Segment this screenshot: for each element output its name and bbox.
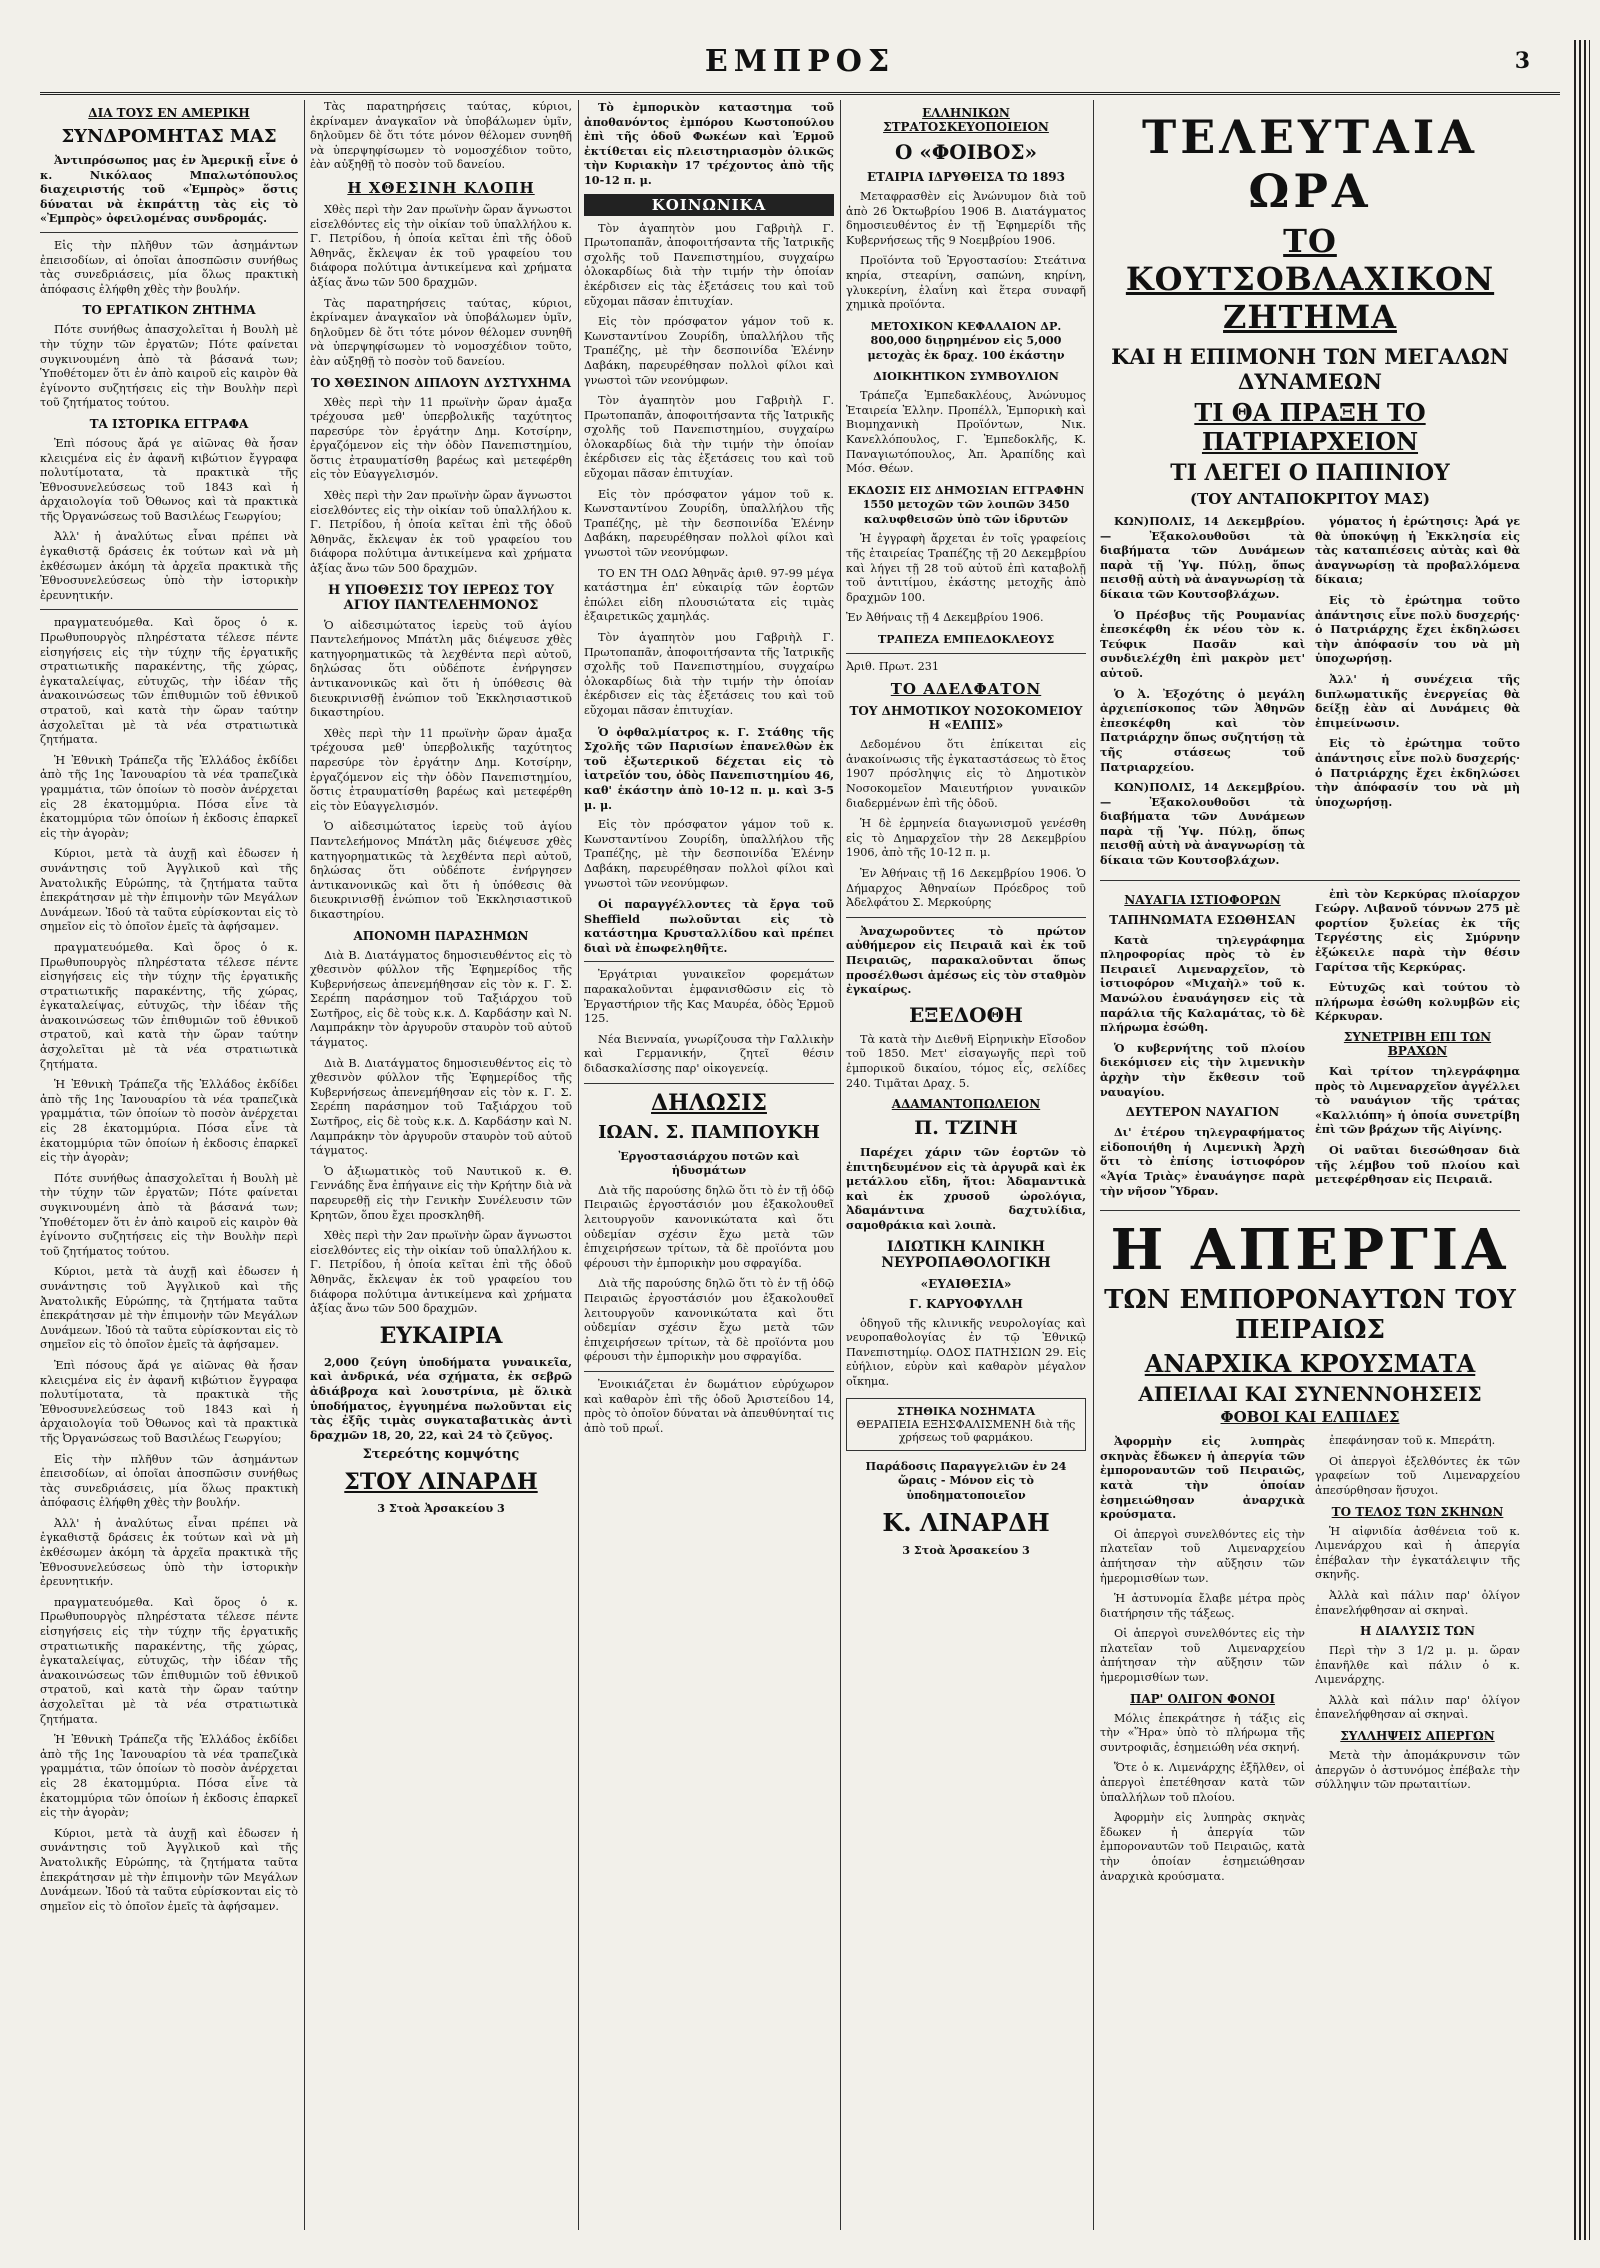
col2-paragraph: Τὰς παρατηρήσεις ταύτας, κύριοι, ἐκρίναμεν ἀναγκαῖον νὰ ὑποβάλωμεν ὑμῖν, δηλοῦμεν δὲ ὅτι τότε μόνον θέλομεν συνηθῆ νὰ ὑπερψηφίσωμεν τὸ νομοσχέδιον τοῦτο, ἐὰν αὐξηθῇ τὸ ποσὸν τοῦ δανείου.: [310, 100, 572, 172]
column-rule: [840, 100, 841, 2230]
divider: [846, 917, 1086, 918]
col5-paragraph: ἐπεφάνησαν τοῦ κ. Μπεράτη.: [1329, 1434, 1496, 1448]
col5-heading: ΔΕΥΤΕΡΟΝ ΝΑΥΑΓΙΟΝ: [1125, 1105, 1280, 1120]
half-column: [1315, 887, 1520, 1205]
col5-paragraph: Οἱ ναῦται διεσώθησαν διὰ τῆς λέμβου τοῦ πλοίου καὶ μετεφέρθησαν εἰς Πειραιᾶ.: [1315, 1142, 1520, 1187]
last-hour-title: ΤΕΛΕΥΤΑΙΑ ΩΡΑ: [1141, 110, 1478, 218]
col2-paragraph: Ὁ αἰδεσιμώτατος ἱερεὺς τοῦ ἁγίου Παντελεήμονος Μπάτλη μᾶς διέψευσε χθὲς κατηγορηματικῶς τὰ λεχθέντα περὶ αὐτοῦ, δηλώσας ὅτι οὐδέποτε ἐνήργησεν ἀντικανονικῶς καὶ ὅτι ἡ ὑπόθεσις θὰ διευκρινισθῇ ἐνώπιον τοῦ Ἐκκλησιαστικοῦ δικαστηρίου.: [310, 820, 572, 921]
col4-paragraph: Τὰ κατὰ τὴν Διεθνῆ Εἰρηνικὴν Εἴσοδον τοῦ 1850. Μετ' εἰσαγωγῆς περὶ τοῦ ἐμπορικοῦ δικαίου, τόμος εἷς, σελίδες 240. Τιμᾶται Δραχ. 5.: [846, 1032, 1086, 1090]
col3-paragraph: ΤΟ ΕΝ ΤΗ ΟΔΩ Ἀθηνᾶς ἀριθ. 97-99 μέγα κατάστημα ἐπ' εὐκαιρίᾳ τῶν ἑορτῶν ἐπώλει εἰδη πλουσιώτατα εἰς τιμὰς ἐξαιρετικῶς χαμηλάς.: [584, 566, 834, 624]
col3-paragraph: Τὸν ἀγαπητὸν μου Γαβριὴλ Γ. Πρωτοπαπᾶν, ἀποφοιτήσαντα τῆς Ἰατρικῆς σχολῆς τοῦ Πανεπιστημίου, συγχαίρω ὁλοκαρδίως διὰ τὴν τιμήν τὴν ὁποίαν ἐκέρδισεν εἰς τὰς ἐξετάσεις του καὶ τοῦ εὔχομαι πᾶσαν ἐπιτυχίαν.: [584, 631, 834, 717]
col5-paragraph: Καὶ τρίτον τηλεγράφημα πρὸς τὸ Λιμεναρχεῖον ἀγγέλλει τὸ ναυάγιον τῆς τράτας «Καλλιόπη» ἡ ὁποία συνετρίβη ἐπὶ τῶν βράχων τῆς Αἰγίνης.: [1315, 1064, 1520, 1137]
column-3: [584, 100, 834, 2230]
col3-paragraph: Εἰς τὸν πρόσφατον γάμον τοῦ κ. Κωνσταντίνου Ζουρίδη, ὑπαλλήλου τῆς Τραπέζης, μὲ τὴν δεσποινίδα Ἑλένην Δαβάκη, παρευρέθησαν πολλοὶ φίλοι καὶ γνωστοὶ τῶν νεονύμφων.: [584, 818, 834, 890]
headline-sub: ΚΑΙ Η ΕΠΙΜΟΝΗ ΤΩΝ ΜΕΓΑΛΩΝ ΔΥΝΑΜΕΩΝ: [1111, 344, 1509, 394]
col4-paragraph: Παράδοσις Παραγγελιῶν ἐν 24 ὥραις - Μόνον εἰς τὸ ὑποδηματοποιεῖον: [865, 1458, 1067, 1502]
col3-paragraph: Νέα Βιενναία, γνωρίζουσα τὴν Γαλλικὴν καὶ Γερμανικήν, ζητεῖ θέσιν διδασκαλίσσης παρ' οἰκογενείᾳ.: [584, 1032, 834, 1076]
col1-paragraph: Ἀλλ' ἡ ἀναλύτως εἶναι πρέπει νὰ ἐγκαθιστᾷ δράσεις ἐκ τούτων καὶ νὰ μὴ ἐκθέσωμεν ἀκόμη τὰ ἀρχεῖα πρακτικὰ τῆς Ἐθνοσυνελεύσεως ὑπὸ τὴν ἱστορικὴν ἐρευνητικήν.: [40, 530, 298, 602]
col1-paragraph: πραγματευόμεθα. Καὶ ὅρος ὁ κ. Πρωθυπουργὸς πληρέστατα τέλεσε πέντε εἰσηγήσεις εἰς τὴν τύχην τῆς ἐργατικῆς στρατιωτικῆς παρακέντης, τῆς χώρας, ἐγκαταλείψας, εὐτυχῶς, τὴν ἰδέαν τῆς ἀνακοινώσεως τῶν ἐπιθυμιῶν τοῦ ἐθνικοῦ στρατοῦ, καὶ κατὰ τὴν ὥραν ταύτην ἀσχολεῖται μὲ τὰ νέα στρατιωτικὰ ζητήματα.: [40, 1595, 298, 1726]
strike-subheadline: ΤΩΝ ΕΜΠΟΡΟΝΑΥΤΩΝ ΤΟΥ ΠΕΙΡΑΙΩΣ: [1104, 1285, 1516, 1346]
col2-paragraph: Διὰ Β. Διατάγματος δημοσιευθέντος εἰς τὸ χθεσινὸν φύλλον τῆς Ἐφημερίδος τῆς Κυβερνήσεως ἀπενεμήθησαν εἰς τὸν κ. Γ. Σ. Σερέπη παράσημον τοῦ Ταξιάρχου τοῦ Σωτῆρος, εἰς δὲ τοὺς κ.κ. Δ. Καρδάσην καὶ Ν. Λαμπράκην τὸν ἀργυροῦν σταυρὸν τοῦ αὐτοῦ τάγματος.: [310, 1056, 572, 1158]
col2-heading: ΤΟ ΧΘΕΣΙΝΟΝ ΔΙΠΛΟΥΝ ΔΥΣΤΥΧΗΜΑ: [311, 375, 571, 390]
col3-declaration-title: ΔΗΛΩΣΙΣ: [651, 1089, 767, 1116]
col1-heading-2: ΣΥΝΔΡΟΜΗΤΑΣ ΜΑΣ: [61, 126, 277, 147]
col1-paragraph: Πότε συνήθως ἀπασχολεῖται ἡ Βουλὴ μὲ τὴν τύχην τῶν ἐργατῶν; Πότε φαίνεται συγκινουμένη ἀπὸ τὰ βάσανά των; Ὑποθέτομεν ὅτι ἐν ἀπὸ καιροῦ εἰς καιρὸν θὰ ἐγίνοντο συζητήσεις εἰς τὴν Βουλὴν περὶ τοῦ ζητήματος τούτου.: [40, 1171, 298, 1258]
col3-declaration-name: ΙΩΑΝ. Σ. ΠΑΜΠΟΥΚΗ: [598, 1121, 820, 1143]
col1-paragraph: Ἀλλ' ἡ ἀναλύτως εἶναι πρέπει νὰ ἐγκαθιστᾷ δράσεις ἐκ τούτων καὶ νὰ μὴ ἐκθέσωμεν ἀκόμη τὰ ἀρχεῖα πρακτικὰ τῆς Ἐθνοσυνελεύσεως ὑπὸ τὴν ἱστορικὴν ἐρευνητικήν.: [40, 1516, 298, 1589]
col4-paragraph: Προϊόντα τοῦ Ἐργοστασίου: Στεάτινα κηρία, στεαρίνη, σαπώνη, κηρίνη, γλυκερίνη, ἐλαΐνη καὶ ἕτερα συναφῆ χημικὰ προϊόντα.: [846, 254, 1086, 312]
col5-paragraph: Ἡ ἀστυνομία ἔλαβε μέτρα πρὸς διατήρησιν τῆς τάξεως.: [1100, 1592, 1305, 1620]
col2-ad-text: Στερεότης κομψότης: [362, 1447, 520, 1463]
col2-heading: Η ΥΠΟΘΕΣΙΣ ΤΟΥ ΙΕΡΕΩΣ ΤΟΥ ΑΓΙΟΥ ΠΑΝΤΕΛΕΗΜΟΝΟΣ: [328, 582, 554, 613]
col2-heading: ΕΥΚΑΙΡΙΑ: [379, 1322, 503, 1349]
page-number: 3: [1514, 48, 1530, 74]
col2-paragraph: Χθὲς περὶ τὴν 2αν πρωϊνὴν ὥραν ἄγνωστοι εἰσελθόντες εἰς τὴν οἰκίαν τοῦ ὑπαλλήλου κ. Γ. Πετρίδου, ἡ ὁποία κεῖται ἐπὶ τῆς ὁδοῦ Ἀθηνᾶς, ἔκλεψαν ἐκ τοῦ γραφείου του διάφορα πολύτιμα ἀντικείμενα καὶ χρήματα ἀξίας ἄνω τῶν 500 δραχμῶν.: [310, 1229, 572, 1316]
col4-heading: ΙΔΙΩΤΙΚΗ ΚΛΙΝΙΚΗ ΝΕΥΡΟΠΑΘΟΛΟΓΙΚΗ: [881, 1238, 1051, 1271]
col4-paragraph: ΕΚΔΟΣΙΣ ΕΙΣ ΔΗΜΟΣΙΑΝ ΕΓΓΡΑΦΗΝ 1550 μετοχῶν τῶν λοιπῶν 3450 καλυφθεισῶν ὑπὸ τῶν ἱδρυτῶν: [847, 482, 1085, 526]
col4-heading: Π. ΤΖΙΝΗ: [914, 1117, 1018, 1140]
column-rule: [578, 100, 579, 2230]
col4-heading: «ΕΥΑΙΘΕΣΙΑ»: [920, 1276, 1012, 1291]
col5-paragraph: Μόλις ἐπεκράτησε ἡ τάξις εἰς τὴν «Ἥρα» ὑπὸ τὸ πλήρωμα τῆς συντροφιᾶς, ἐσημειώθη νέα σκηνή.: [1100, 1711, 1305, 1754]
col2-paragraph: Χθὲς περὶ τὴν 2αν πρωϊνὴν ὥραν ἄγνωστοι εἰσελθόντες εἰς τὴν οἰκίαν τοῦ ὑπαλλήλου κ. Γ. Πετρίδου, ἡ ὁποία κεῖται ἐπὶ τῆς ὁδοῦ Ἀθηνᾶς, ἔκλεψαν ἐκ τοῦ γραφείου του διάφορα πολύτιμα ἀντικείμενα καὶ χρήματα ἀξίας ἄνω τῶν 500 δραχμῶν.: [310, 202, 572, 289]
col4-paragraph: Ἀναχωροῦντες τὸ πρώτον αὐθήμερον εἰς Πειραιᾶ καὶ ἐκ τοῦ Πειραιῶς, παρακαλοῦνται ὅπως προσέλθωσι ἀμέσως εἰς τὸν σταθμὸν ἐγκαίρως.: [846, 923, 1086, 997]
binding-edge: [1574, 40, 1590, 2240]
col4-paragraph: Ἡ ἐγγραφὴ ἄρχεται ἐν τοῖς γραφείοις τῆς ἐταιρείας Τραπέζης τῇ 20 Δεκεμβρίου καὶ λήγει τῇ 28 τοῦ αὐτοῦ ἐπὶ καταβολῇ τοῦ ἀντιτίμου, ἐκάστης μετοχῆς ἀπὸ δραχμῶν 100.: [846, 532, 1086, 604]
col5-heading: ΝΑΥΑΓΙΑ ΙΣΤΙΟΦΟΡΩΝ: [1124, 892, 1281, 907]
paper-name: ΕΜΠΡΟΣ: [704, 44, 896, 79]
col1-paragraph: Εἰς τὴν πλῆθυν τῶν ἀσημάντων ἐπεισοδίων, αἱ ὁποῖαι ἀποσπῶσιν συνήθως τὰς συνεδριάσεις, μία ὅλως πρακτικὴ ἀπόφασις ἐλήφθη χθὲς τὴν βουλήν.: [40, 1452, 298, 1510]
col1-paragraph: Ἡ Ἐθνικὴ Τράπεζα τῆς Ἑλλάδος ἐκδίδει ἀπὸ τῆς 1ης Ἰανουαρίου τὰ νέα τραπεζικὰ γραμμάτια, τῶν ὁποίων τὸ ποσὸν ἀνέρχεται εἰς 28 ἑκατομμύρια. Πόσα εἶνε τὰ ἑκατομμύρια τῶν ὁποίων ἡ ἐκδοσις ἐπαρκεῖ εἰς τὴν ἀγορὰν;: [40, 753, 298, 840]
column-1: [40, 100, 298, 2230]
col2-paragraph: Χθὲς περὶ τὴν 11 πρωϊνὴν ὥραν ἁμαξα τρέχουσα μεθ' ὑπερβολικῆς ταχύτητος παρεσύρε τὸν ἐργάτην Δημ. Κοτσίρην, ἐργαζόμενον εἰς τὴν ὁδὸν Πανεπιστημίου, ὅστις ἐτραυματίσθη βαρέως καὶ μετεφέρθη εἰς τὸν Εὐαγγελισμόν.: [310, 726, 572, 813]
col5-paragraph: Εὐτυχῶς καὶ τούτου τὸ πλήρωμα ἐσώθη κολυμβῶν εἰς Κέρκυραν.: [1315, 980, 1520, 1024]
col5-paragraph: Μετὰ τὴν ἀπομάκρυνσιν τῶν ἀπεργῶν ὁ ἀστυνόμος ἐπέβαλε τὴν σύλληψιν τῶν πρωταιτίων.: [1315, 1749, 1520, 1792]
col4-heading: Γ. ΚΑΡΥΟΦΥΛΛΗ: [909, 1296, 1023, 1311]
col2-heading: ΑΠΟΝΟΜΗ ΠΑΡΑΣΗΜΩΝ: [353, 928, 529, 943]
col5-paragraph: Κατὰ τηλεγράφημα πληροφορίας πρὸς τὸ ἐν Πειραιεῖ Λιμεναρχεῖον, τὸ ἱστιοφόρον «Μιχαὴλ» τοῦ κ. Μανώλου ἐναυάγησεν εἰς τὰ παράλια τῆς Καλαμάτας, τὸ δὲ πλήρωμα ἐσώθη.: [1100, 932, 1305, 1035]
headline-koutsovlach: ΤΟ ΚΟΥΤΣΟΒΛΑΧΙΚΟΝ ΖΗΤΗΜΑ: [1125, 222, 1495, 336]
divider: [1100, 880, 1520, 881]
col2-paragraph: Ὁ ἀξιωματικὸς τοῦ Ναυτικοῦ κ. Θ. Γεννάδης ἔνα ἐπήγαινε εἰς τὴν Κρήτην διὰ νὰ παρευρεθῇ εἰς τὴν Γενικὴν Συνέλευσιν τῶν Κρητῶν, ὅπου ἔχει προσκληθῆ.: [310, 1164, 572, 1222]
col3-paragraph: Οἱ παραγγέλλοντες τὰ ἔργα τοῦ Sheffield πωλοῦνται εἰς τὸ κατάστημα Κρυσταλλίδου καὶ πρέπει διαὶ νὰ ἐπωφεληθῆτε.: [584, 897, 834, 955]
col4-heading: ΤΟΥ ΔΗΜΟΤΙΚΟΥ ΝΟΣΟΚΟΜΕΙΟΥ Η «ΕΛΠΙΣ»: [849, 704, 1083, 733]
headline-sub: (ΤΟΥ ΑΝΤΑΠΟΚΡΙΤΟΥ ΜΑΣ): [1189, 490, 1431, 508]
col4-paragraph: ὁδηγοῦ τῆς κλινικῆς νευρολογίας καὶ νευροπαθολογίας ἐν τῷ Ἐθνικῷ Πανεπιστημίῳ. ΟΔΟΣ ΠΑΤΗΣΙΩΝ 29. Εἰς εὐήλιον, εὐρὺν καὶ καθαρὸν μέγαλον οἴκημα.: [846, 1316, 1086, 1389]
col4-head: ΕΛΛΗΝΙΚΩΝ ΣΤΡΑΤΟΣΚΕΥΟΠΟΙΕΙΟΝ: [883, 106, 1049, 134]
col2-heading: Η ΧΘΕΣΙΝΗ ΚΛΟΠΗ: [347, 178, 535, 197]
col1-paragraph: Εἰς τὴν πλῆθυν τῶν ἀσημάντων ἐπεισοδίων, αἱ ὁποῖαι ἀποσπῶσιν συνήθως τὰς συνεδριάσεις, μία ὅλως πρακτικὴ ἀπόφασις ἐλήφθη χθὲς τὴν βουλήν.: [40, 238, 298, 296]
divider: [40, 232, 298, 233]
col4-ad-box: [846, 1398, 1086, 1451]
col5-paragraph: Εἰς τὸ ἐρώτημα τοῦτο ἀπάντησις εἶνε πολὺ δυσχερής· ὁ Πατριάρχης ἔχει ἐκδηλώσει τὴν ἀπόφασίν του νὰ μὴ ὑποχωρήσῃ.: [1315, 736, 1520, 809]
col4-head: Ο «ΦΟΙΒΟΣ»: [894, 140, 1038, 164]
col1-paragraph: Ἐπὶ πόσους ἄρά γε αἰῶνας θὰ ἦσαν κλειςμένα εἰς ἐν ἀφανῆ κιβώτιον ἔγγραφα πολυτίμοτατα, τὰ πρακτικὰ τῆς Ἐθνοσυνελεύσεως τοῦ 1843 καὶ ἡ ἀρχαιολογία τοῦ Ὀθωνος καὶ τὰ πρακτικὰ τῆς Ὀργανώσεως τοῦ Βασιλέως Γεωργίου;: [40, 1358, 298, 1445]
headline-sub: ΤΙ ΘΑ ΠΡΑΞΗ ΤΟ ΠΑΤΡΙΑΡΧΕΙΟΝ: [1194, 398, 1426, 456]
two-column-block: [1100, 1434, 1520, 1890]
col4-paragraph: Δεδομένου ὅτι ἐπίκειται εἰς ἀνακοίνωσις τῆς ἐγκαταστάσεως τὸ ἔτος 1907 πρόσληψις εἰς τὸ Δημοτικὸν Νοσοκομεῖον Μαιευτήριον γυναικῶν διαδερμένων ἐπὶ τῆς ὁδοῦ.: [846, 738, 1086, 810]
col5-paragraph: Ὁ Πρέσβυς τῆς Ρουμανίας ἐπεσκέφθη ἐκ νέου τὸν κ. Τεύφικ Πασᾶν καὶ συνδιελέχθη ἐπὶ μακρὸν μετ' αὐτοῦ.: [1100, 607, 1305, 680]
col4-paragraph: Ἀριθ. Πρωτ. 231: [846, 659, 940, 673]
col4-heading: ΤΟ ΑΔΕΛΦΑΤΟΝ: [890, 680, 1042, 699]
col3-paragraph: Ἐνοικιάζεται ἐν δωμάτιον εὐρύχωρον καὶ καθαρὸν ἐπὶ τῆς ὁδοῦ Ἀριστείδου 14, πρὸς τὸ ὁποῖον δύναται νὰ ἀπευθύνηταί τις ἀπὸ τοῦ πρωΐ.: [584, 1377, 834, 1435]
col5-heading: ΣΥΛΛΗΨΕΙΣ ΑΠΕΡΓΩΝ: [1340, 1729, 1495, 1744]
col1-paragraph: Κύριοι, μετὰ τὰ ἀυχῇ καὶ ἐδωσεν ἡ συνάντησις τοῦ Ἀγγλικοῦ καὶ τῆς Ἀνατολικῆς Εὐρώπης, τὰ ζητήματα ταῦτα ἐπεκράτησαν μὲ τὴν ἐπιμονὴν τῶν Μεγάλων Δυνάμεων. Ἰδού τὰ ταῦτα εὑρίσκονται εἰς τὸ σημεῖον εἰς τὸ ὁποῖον ἐμεῖς τὰ ἀφήσαμεν.: [40, 847, 298, 934]
col5-paragraph: Ἀλλὰ καὶ πάλιν παρ' ὀλίγον ἐπανελήφθησαν αἱ σκηναὶ.: [1315, 1693, 1520, 1722]
col1-paragraph: πραγματευόμεθα. Καὶ ὅρος ὁ κ. Πρωθυπουργὸς πληρέστατα τέλεσε πέντε εἰσηγήσεις εἰς τὴν τύχην τῆς ἐργατικῆς στρατιωτικῆς παρακέντης, τῆς χώρας, ἐγκαταλείψας, εὐτυχῶς, τὴν ἰδέαν τῆς ἀνακοινώσεως τῶν ἐπιθυμιῶν τοῦ ἐθνικοῦ στρατοῦ, καὶ κατὰ τὴν ὥραν ταύτην ἀσχολεῖται μὲ τὰ νέα στρατιωτικὰ ζητήματα.: [40, 940, 298, 1071]
col1-paragraph: Πότε συνήθως ἀπασχολεῖται ἡ Βουλὴ μὲ τὴν τύχην τῶν ἐργατῶν; Πότε φαίνεται συγκινουμένη ἀπὸ τὰ βάσανά των; Ὑποθέτομεν ὅτι ἐν ἀπὸ καιροῦ εἰς καιρὸν θὰ ἐγίνοντο συζητήσεις εἰς τὴν Βουλὴν περὶ τοῦ ζητήματος τούτου.: [40, 323, 298, 410]
col2-ad-address: 3 Στοὰ Ἀρσακείου 3: [377, 1500, 505, 1515]
col4-paragraph: ΔΙΟΙΚΗΤΙΚΟΝ ΣΥΜΒΟΥΛΙΟΝ: [873, 368, 1059, 383]
col3-paragraph: Εἰς τὸν πρόσφατον γάμον τοῦ κ. Κωνσταντίνου Ζουρίδη, ὑπαλλήλου τῆς Τραπέζης, μὲ τὴν δεσποινίδα Ἑλένην Δαβάκη, παρευρέθησαν πολλοὶ φίλοι καὶ γνωστοὶ τῶν νεονύμφων.: [584, 315, 834, 387]
col3-heading: ΚΟΙΝΩΝΙΚΑ: [584, 194, 834, 216]
col3-paragraph: Ἐργάτριαι γυναικεῖον φορεμάτων παρακαλοῦνται ἐμφανισθῶσιν εἰς τὸ Ἐργαστήριον τῆς Κας Μαυρέα, ὁδὸς Ἑρμοῦ 125.: [584, 968, 834, 1026]
col5-paragraph: Εἰς τὸ ἐρώτημα τοῦτο ἀπάντησις εἶνε πολὺ δυσχερής· ὁ Πατριάρχης ἔχει ἐκδηλώσει τὴν ἀπόφασίν του νὰ μὴ ὑποχωρήσῃ.: [1315, 592, 1520, 666]
strike-subheadline: ΑΠΕΙΛΑΙ ΚΑΙ ΣΥΝΕΝΝΟΗΣΕΙΣ: [1138, 1382, 1482, 1407]
col5-paragraph: ΚΩΝ)ΠΟΛΙΣ, 14 Δεκεμβρίου. — Ἐξακολουθοῦσι τὰ διαβήματα τῶν Δυνάμεων παρὰ τῇ Ὑψ. Πύλῃ, ὅπως πεισθῇ αὐτὴ νὰ ἀναγνωρίσῃ τὰ δίκαια τῶν Κουτσοβλάχων.: [1100, 780, 1305, 868]
column-5: [1100, 100, 1520, 2230]
col4-paragraph: Ἡ δὲ ἑρμηνεία διαγωνισμοῦ γενέσθη εἰς τὸ Δημαρχεῖον τὴν 28 Δεκεμβρίου 1906, ἀπὸ τῆς 10-12 π. μ.: [846, 817, 1086, 860]
half-column: [1100, 514, 1305, 874]
two-column-block: [1100, 887, 1520, 1205]
col2-paragraph: Τὰς παρατηρήσεις ταύτας, κύριοι, ἐκρίναμεν ἀναγκαῖον νὰ ὑποβάλωμεν ὑμῖν, δηλοῦμεν δὲ ὅτι τότε μόνον θέλομεν συνηθῆ νὰ ὑπερψηφίσωμεν τὸ νομοσχέδιον τοῦτο, ἐὰν αὐξηθῇ τὸ ποσὸν τοῦ δανείου.: [310, 296, 572, 368]
col5-paragraph: Δι' ἑτέρου τηλεγραφήματος εἰδοποιήθη ἡ Λιμενικὴ Ἀρχὴ ὅτι τὸ ἐπίσης ἱστιοφόρον «Ἁγία Τριὰς» ἐναυάγησε παρὰ τὴν νῆσον Ὕδραν.: [1100, 1125, 1305, 1198]
masthead: [40, 44, 1560, 95]
col4-paragraph: ΤΡΑΠΕΖΑ ΕΜΠΕΔΟΚΛΕΟΥΣ: [877, 632, 1055, 647]
half-column: [1315, 514, 1520, 874]
col4-paragraph: ΜΕΤΟΧΙΚΟΝ ΚΕΦΑΛΑΙΟΝ ΔΡ. 800,000 διῃρημένον εἰς 5,000 μετοχὰς ἐκ δραχ. 100 ἑκάστην: [867, 318, 1065, 362]
strike-subheadline: ΑΝΑΡΧΙΚΑ ΚΡΟΥΣΜΑΤΑ: [1144, 1349, 1476, 1379]
col4-paragraph: Παρέχει χάριν τῶν ἑορτῶν τὸ ἐπιτηδευμένον εἰς τὰ ἀργυρᾶ καὶ ἐκ μετάλλου εἴδη, ἤτοι: Ἀδαμαντικὰ καὶ ἐκ χρυσοῦ ὡρολόγια, Ἀδαμάντινα δαχτυλίδια, σαμοθράκια καὶ λοιπὰ.: [846, 1145, 1086, 1233]
col1-paragraph: πραγματευόμεθα. Καὶ ὅρος ὁ κ. Πρωθυπουργὸς πληρέστατα τέλεσε πέντε εἰσηγήσεις εἰς τὴν τύχην τῆς ἐργατικῆς στρατιωτικῆς παρακέντης, τῆς χώρας, ἐγκαταλείψας, εὐτυχῶς, τὴν ἰδέαν τῆς ἀνακοινώσεως τῶν ἐπιθυμιῶν τοῦ ἐθνικοῦ στρατοῦ, καὶ κατὰ τὴν ὥραν ταύτην ἀσχολεῖται μὲ τὰ νέα στρατιωτικὰ ζητήματα.: [40, 616, 298, 747]
col2-paragraph: Ὁ αἰδεσιμώτατος ἱερεὺς τοῦ ἁγίου Παντελεήμονος Μπάτλη μᾶς διέψευσε χθὲς κατηγορηματικῶς τὰ λεχθέντα περὶ αὐτοῦ, δηλώσας ὅτι οὐδέποτε ἐνήργησεν ἀντικανονικῶς καὶ ὅτι ἡ ὑπόθεσις θὰ διευκρινισθῇ ἐνώπιον τοῦ Ἐκκλησιαστικοῦ δικαστηρίου.: [310, 618, 572, 720]
col3-paragraph: Τὸν ἀγαπητὸν μου Γαβριὴλ Γ. Πρωτοπαπᾶν, ἀποφοιτήσαντα τῆς Ἰατρικῆς σχολῆς τοῦ Πανεπιστημίου, συγχαίρω ὁλοκαρδίως διὰ τὴν τιμήν τὴν ὁποίαν ἐκέρδισεν εἰς τὰς ἐξετάσεις του καὶ τοῦ εὔχομαι πᾶσαν ἐπιτυχίαν.: [584, 221, 834, 308]
divider: [40, 609, 298, 610]
column-2: [310, 100, 572, 2230]
col4-ad-text: ΘΕΡΑΠΕΙΑ ΕΞΗΣΦΑΛΙΣΜΕΝΗ διὰ τῆς χρήσεως τοῦ φαρμάκου.: [856, 1417, 1076, 1444]
col4-paragraph: Ἐν Ἀθήναις τῇ 16 Δεκεμβρίου 1906. Ὁ Δήμαρχος Ἀθηναίων Πρόεδρος τοῦ Ἀδελφάτου Σ. Μερκούρης: [846, 866, 1086, 910]
col1-paragraph: Κύριοι, μετὰ τὰ ἀυχῇ καὶ ἐδωσεν ἡ συνάντησις τοῦ Ἀγγλικοῦ καὶ τῆς Ἀνατολικῆς Εὐρώπης, τὰ ζητήματα ταῦτα ἐπεκράτησαν μὲ τὴν ἐπιμονὴν τῶν Μεγάλων Δυνάμεων. Ἰδού τὰ ταῦτα εὑρίσκονται εἰς τὸ σημεῖον εἰς τὸ ὁποῖον ἐμεῖς τὰ ἀφήσαμεν.: [40, 1265, 298, 1352]
col5-paragraph: Ἀφορμὴν εἰς λυπηρὰς σκηνὰς ἔδωκεν ἡ ἀπεργία τῶν ἐμποροναυτῶν τοῦ Πειραιῶς, κατὰ τὴν ὁποίαν ἐσημειώθησαν ἀναρχικὰ κρούσματα.: [1100, 1434, 1305, 1522]
col4-heading: ΑΔΑΜΑΝΤΟΠΩΛΕΙΟΝ: [891, 1097, 1041, 1112]
col2-paragraph: Χθὲς περὶ τὴν 2αν πρωϊνὴν ὥραν ἄγνωστοι εἰσελθόντες εἰς τὴν οἰκίαν τοῦ ὑπαλλήλου κ. Γ. Πετρίδου, ἡ ὁποία κεῖται ἐπὶ τῆς ὁδοῦ Ἀθηνᾶς, ἔκλεψαν ἐκ τοῦ γραφείου του διάφορα πολύτιμα ἀντικείμενα καὶ χρήματα ἀξίας ἄνω τῶν 500 δραχμῶν.: [310, 489, 572, 576]
column-rule: [1093, 100, 1094, 2230]
col3-paragraph: Ὁ ὀφθαλμίατρος κ. Γ. Στάθης τῆς Σχολῆς τῶν Παρισίων ἐπανελθὼν ἐκ τοῦ ἐξωτερικοῦ δέχεται εἰς τὸ ἰατρεῖόν του, ὁδὸς Πανεπιστημίου 46, καθ' ἑκάστην ἀπὸ 10-12 π. μ. καὶ 3-5 μ. μ.: [584, 724, 834, 812]
col3-paragraph: Διὰ τῆς παρούσης δηλῶ ὅτι τὸ ἐν τῇ ὁδῷ Πειραιῶς ἐργοστάσιόν μου ἐξακολουθεῖ λειτουργοῦν κανονικώτατα καὶ ὅτι οὐδεμίαν σχέσιν ἔχω μετὰ τῶν ἐπιχειρήσεων τρίτων, τὰ δὲ προϊόντα μου φέρουσι τὴν ἐμπορικὴν μου σφραγίδα.: [584, 1277, 834, 1364]
strike-subheadline: ΦΟΒΟΙ ΚΑΙ ΕΛΠΙΔΕΣ: [1220, 1408, 1400, 1427]
col2-ad-text: 2,000 ζεύγη ὑποδήματα γυναικεῖα, καὶ ἀνδρικά, νέα σχήματα, ἐκ σεβρῶ ἀδιάβροχα καὶ λουστρίνια, μὲ ὅλικὰ ὑποδήματος, ἐγγυημένα πωλοῦνται εἰς τὰς ἑξῆς τιμὰς συγκαταβατικὰς ἀντὶ δραχμῶν 18, 20, 22, καὶ 24 τὸ ζεῦγος.: [310, 1354, 572, 1442]
column-4: [846, 100, 1086, 2230]
col1-paragraph: Κύριοι, μετὰ τὰ ἀυχῇ καὶ ἐδωσεν ἡ συνάντησις τοῦ Ἀγγλικοῦ καὶ τῆς Ἀνατολικῆς Εὐρώπης, τὰ ζητήματα ταῦτα ἐπεκράτησαν μὲ τὴν ἐπιμονὴν τῶν Μεγάλων Δυνάμεων. Ἰδού τὰ ταῦτα εὑρίσκονται εἰς τὸ σημεῖον εἰς τὸ ὁποῖον ἐμεῖς τὰ ἀφήσαμεν.: [40, 1826, 298, 1913]
col5-paragraph: Ὁ Ἀ. Ἐξοχότης ὁ μεγάλη ἀρχιεπίσκοπος τῶν Ἀθηνῶν ἐπεσκέφθη καὶ τὸν Πατριάρχην ὅπως συζητήσῃ τὰ τῆς στάσεως τοῦ Πατριαρχείου.: [1100, 686, 1305, 774]
col2-paragraph: Χθὲς περὶ τὴν 11 πρωϊνὴν ὥραν ἁμαξα τρέχουσα μεθ' ὑπερβολικῆς ταχύτητος παρεσύρε τὸν ἐργάτην Δημ. Κοτσίρην, ἐργαζόμενον εἰς τὴν ὁδὸν Πανεπιστημίου, ὅστις ἐτραυματίσθη βαρέως καὶ μετεφέρθη εἰς τὸν Εὐαγγελισμόν.: [310, 395, 572, 482]
divider: [584, 961, 834, 962]
col4-heading: Κ. ΛΙΝΑΡΔΗ: [882, 1508, 1050, 1538]
col1-paragraph: Ἐπὶ πόσους ἄρά γε αἰῶνας θὰ ἦσαν κλειςμένα εἰς ἐν ἀφανῆ κιβώτιον ἔγγραφα πολυτίμοτατα, τὰ πρακτικὰ τῆς Ἐθνοσυνελεύσεως τοῦ 1843 καὶ ἡ ἀρχαιολογία τοῦ Ὀθωνος καὶ τὰ πρακτικὰ τῆς Ὀργανώσεως τοῦ Βασιλέως Γεωργίου;: [40, 436, 298, 523]
col3-declaration-sub: Ἐργοστασιάρχου ποτῶν καὶ ἡδυσμάτων: [618, 1148, 800, 1178]
col5-heading: ΤΑΠΗΝΩΜΑΤΑ ΕΣΩΘΗΣΑΝ: [1109, 912, 1296, 927]
col3-paragraph: Διὰ τῆς παρούσης δηλῶ ὅτι τὸ ἐν τῇ ὁδῷ Πειραιῶς ἐργοστάσιόν μου ἐξακολουθεῖ λειτουργοῦν κανονικώτατα καὶ ὅτι οὐδεμίαν σχέσιν ἔχω μετὰ τῶν ἐπιχειρήσεων τρίτων, τὰ δὲ προϊόντα μου φέρουσι τὴν ἐμπορικὴν μου σφραγίδα.: [584, 1183, 834, 1270]
divider: [846, 653, 1086, 654]
col4-ad-title: ΣΤΗΘΙΚΑ ΝΟΣΗΜΑΤΑ: [896, 1404, 1036, 1418]
col1-notice: Ἀντιπρόσωπος μας ἐν Ἀμερικῇ εἶνε ὁ κ. Νικόλαος Μπαλωτόπουλος διαχειριστής τοῦ «Ἐμπρὸς» ὅστις δύναται νὰ ἐκπράττῃ τὰς εἰς τὸ «Ἐμπρὸς» ὀφειλομένας συνδρομάς.: [40, 153, 298, 226]
col5-paragraph: Οἱ ἀπεργοὶ συνελθόντες εἰς τὴν πλατεῖαν τοῦ Λιμεναρχείου ἀπήτησαν τὴν αὔξησιν τῶν ἡμερομισθίων των.: [1100, 1527, 1305, 1585]
half-column: [1315, 1434, 1520, 1890]
half-column: [1100, 1434, 1305, 1890]
col5-heading: ΣΥΝΕΤΡΙΒΗ ΕΠΙ ΤΩΝ ΒΡΑΧΩΝ: [1343, 1030, 1492, 1058]
col2-ad-name: ΣΤΟΥ ΛΙΝΑΡΔΗ: [344, 1468, 538, 1495]
col5-paragraph: Περὶ τὴν 3 1/2 μ. μ. ὥραν ἐπανῆλθε καὶ πάλιν ὁ κ. Λιμενάρχης.: [1315, 1644, 1520, 1687]
col4-paragraph: 3 Στοὰ Ἀρσακείου 3: [902, 1543, 1030, 1558]
col4-paragraph: Ἐν Ἀθήναις τῇ 4 Δεκεμβρίου 1906.: [846, 611, 1044, 625]
col5-heading: ΠΑΡ' ΟΛΙΓΟΝ ΦΟΝΟΙ: [1130, 1691, 1275, 1706]
half-column: [1100, 887, 1305, 1205]
strike-headline: Η ΑΠΕΡΓΙΑ: [1110, 1217, 1510, 1284]
col1-paragraph: Ἡ Ἐθνικὴ Τράπεζα τῆς Ἑλλάδος ἐκδίδει ἀπὸ τῆς 1ης Ἰανουαρίου τὰ νέα τραπεζικὰ γραμμάτια, τῶν ὁποίων τὸ ποσὸν ἀνέρχεται εἰς 28 ἑκατομμύρια. Πόσα εἶνε τὰ ἑκατομμύρια τῶν ὁποίων ἡ ἐκδοσις ἐπαρκεῖ εἰς τὴν ἀγορὰν;: [40, 1733, 298, 1820]
col5-paragraph: Ἀλλ' ἡ συνέχεια τῆς διπλωματικῆς ἐνεργείας θὰ δείξῃ ἐὰν αἱ Δυνάμεις θὰ ἐπιμείνωσιν.: [1315, 671, 1520, 730]
col4-paragraph: Τράπεζα Ἐμπεδακλέους, Ἀνώνυμος Ἑταιρεία Ἑλλην. Προπέλλ, Ἐμπορικὴ καὶ Βιομηχανικὴ Προϊόντων, Νικ. Κανελλόπουλος, Γ. Ἐμπεδοκλῆς, Κ. Παναγιωτόπουλος, Ἀπ. Ἀραπίδης καὶ Μόσ. Θέων.: [846, 389, 1086, 476]
col1-subheading: ΤΟ ΕΡΓΑΤΙΚΟΝ ΖΗΤΗΜΑ: [82, 303, 256, 318]
col5-paragraph: Οἱ ἀπεργοὶ συνελθόντες εἰς τὴν πλατεῖαν τοῦ Λιμεναρχείου ἀπήτησαν τὴν αὔξησιν τῶν ἡμερομισθίων των.: [1100, 1627, 1305, 1685]
columns: [40, 100, 1520, 2230]
col5-paragraph: γόματος ἡ ἐρώτησις: Ἀρά γε θὰ ὑποκύψῃ ἡ Ἐκκλησία εἰς τὰς καταπιέσεις αὐτὰς καὶ θὰ ἀναγνωρίσῃ τὰ προβαλλόμενα δίκαια;: [1315, 514, 1520, 587]
col4-paragraph: Μεταφρασθὲν εἰς Ἀνώνυμον διὰ τοῦ ἀπὸ 26 Ὀκτωβρίου 1906 Β. Διατάγματος δημοσιευθέντος ἐν τῇ Ἐφημερίδι τῆς Κυβερνήσεως τῆς 9 Νοεμβρίου 1906.: [846, 190, 1086, 247]
col5-paragraph: Ἀφορμὴν εἰς λυπηρὰς σκηνὰς ἔδωκεν ἡ ἀπεργία τῶν ἐμποροναυτῶν τοῦ Πειραιῶς, κατὰ τὴν ὁποίαν ἐσημειώθησαν ἀναρχικὰ κρούσματα.: [1100, 1811, 1305, 1883]
col5-paragraph: Ὅτε ὁ κ. Λιμενάρχης ἐξῆλθεν, οἱ ἀπεργοὶ ἐπετέθησαν κατὰ τῶν ὑπαλλήλων τοῦ πλοίου.: [1100, 1761, 1305, 1804]
col1-subheading: ΤΑ ΙΣΤΟΡΙΚΑ ΕΓΓΡΑΦΑ: [89, 416, 249, 431]
col5-paragraph: Ἀλλὰ καὶ πάλιν παρ' ὀλίγον ἐπανελήφθησαν αἱ σκηναὶ.: [1315, 1588, 1520, 1617]
col5-paragraph: Ἡ αἰφνιδία ἀσθένεια τοῦ κ. Λιμενάρχου καὶ ἡ ἀπεργία ἐπέβαλαν τὴν ἐγκατάλειψιν τῆς σκηνῆς.: [1315, 1524, 1520, 1582]
col5-paragraph: Οἱ ἀπεργοὶ ἐξελθόντες ἐκ τῶν γραφείων τοῦ Λιμεναρχείου ἀπεσύρθησαν ἥσυχοι.: [1315, 1454, 1520, 1497]
col3-paragraph: Τὸ ἐμπορικὸν καταστημα τοῦ ἀποθανόντος ἐμπόρου Κωστοπούλου ἐπὶ τῆς ὁδοῦ Φωκέων καὶ Ἑρμοῦ ἐκτίθεται εἰς πλειστηριασμὸν ὁλικῶς τὴν Κυριακὴν 17 τρέχοντος ἀπὸ τῆς 10-12 π. μ.: [584, 100, 834, 187]
col5-paragraph: ΚΩΝ)ΠΟΛΙΣ, 14 Δεκεμβρίου. — Ἐξακολουθοῦσι τὰ διαβήματα τῶν Δυνάμεων παρὰ τῇ Ὑψ. Πύλῃ, ὅπως πεισθῇ αὐτὴ νὰ ἀναγνωρίσῃ τὰ δίκαια τῶν Κουτσοβλάχων.: [1100, 514, 1305, 601]
col5-paragraph: ἐπὶ τὸν Κερκύρας πλοίαρχον Γεώργ. Λιβανοῦ τόννων 275 μὲ φορτίον ξυλείας ἐκ τῆς Τεργέστης εἰς Σμύρνην ἐξώκειλε παρὰ τὴν θέσιν Γαρίτσα τῆς Κερκύρας.: [1315, 886, 1520, 974]
col1-paragraph: Ἡ Ἐθνικὴ Τράπεζα τῆς Ἑλλάδος ἐκδίδει ἀπὸ τῆς 1ης Ἰανουαρίου τὰ νέα τραπεζικὰ γραμμάτια, τῶν ὁποίων τὸ ποσὸν ἀνέρχεται εἰς 28 ἑκατομμύρια. Πόσα εἶνε τὰ ἑκατομμύρια τῶν ὁποίων ἡ ἐκδοσις ἐπαρκεῖ εἰς τὴν ἀγορὰν;: [40, 1078, 298, 1165]
divider: [584, 1371, 834, 1372]
divider: [1100, 1210, 1520, 1211]
column-rule: [304, 100, 305, 2230]
headline-sub: ΤΙ ΛΕΓΕΙ Ο ΠΑΠΙΝΙΟΥ: [1170, 460, 1450, 486]
divider: [584, 1083, 834, 1084]
col3-paragraph: Εἰς τὸν πρόσφατον γάμον τοῦ κ. Κωνσταντίνου Ζουρίδη, ὑπαλλήλου τῆς Τραπέζης, μὲ τὴν δεσποινίδα Ἑλένην Δαβάκη, παρευρέθησαν πολλοὶ φίλοι καὶ γνωστοὶ τῶν νεονύμφων.: [584, 487, 834, 560]
col1-heading-1: ΔΙΑ ΤΟΥΣ ΕΝ ΑΜΕΡΙΚΗ: [88, 106, 250, 120]
two-column-block: [1100, 514, 1520, 874]
col2-paragraph: Διὰ Β. Διατάγματος δημοσιευθέντος εἰς τὸ χθεσινὸν φύλλον τῆς Ἐφημερίδος τῆς Κυβερνήσεως ἀπενεμήθησαν εἰς τὸν κ. Γ. Σ. Σερέπη παράσημον τοῦ Ταξιάρχου τοῦ Σωτῆρος, εἰς δὲ τοὺς κ.κ. Δ. Καρδάσην καὶ Ν. Λαμπράκην τὸν ἀργυροῦν σταυρὸν τοῦ αὐτοῦ τάγματος.: [310, 948, 572, 1050]
col3-paragraph: Τὸν ἀγαπητὸν μου Γαβριὴλ Γ. Πρωτοπαπᾶν, ἀποφοιτήσαντα τῆς Ἰατρικῆς σχολῆς τοῦ Πανεπιστημίου, συγχαίρω ὁλοκαρδίως διὰ τὴν τιμήν τὴν ὁποίαν ἐκέρδισεν εἰς τὰς ἐξετάσεις του καὶ τοῦ εὔχομαι πᾶσαν ἐπιτυχίαν.: [584, 394, 834, 481]
col4-head: ΕΤΑΙΡΙΑ ΙΔΡΥΘΕΙΣΑ ΤΩ 1893: [866, 170, 1065, 184]
col4-heading: ΕΞΕΔΟΘΗ: [909, 1002, 1023, 1027]
col5-paragraph: Ὁ κυβερνήτης τοῦ πλοίου διεκόμισεν εἰς τὴν λιμενικὴν ἀρχὴν τὴν ἔκθεσιν τοῦ ναυαγίου.: [1100, 1040, 1305, 1099]
col5-heading: Η ΔΙΑΛΥΣΙΣ ΤΩΝ: [1360, 1624, 1475, 1639]
col5-heading: ΤΟ ΤΕΛΟΣ ΤΩΝ ΣΚΗΝΩΝ: [1331, 1504, 1504, 1519]
